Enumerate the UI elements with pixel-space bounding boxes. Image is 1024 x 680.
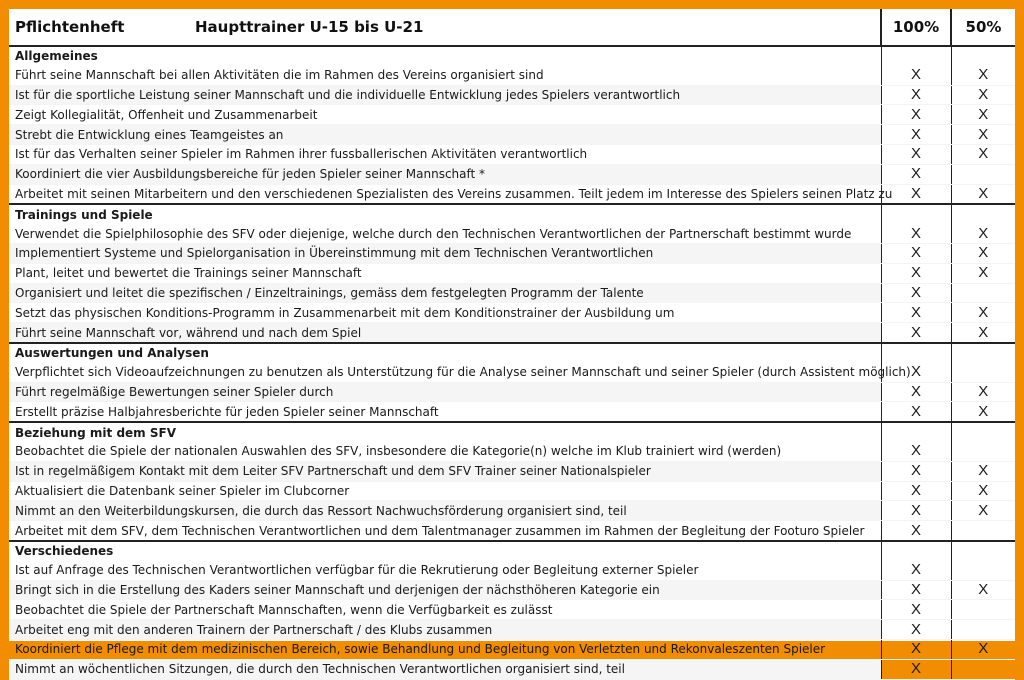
table-row — [9, 283, 1015, 303]
mark-50-percent — [951, 363, 1015, 382]
table-row — [9, 620, 1015, 640]
table-header-row — [9, 9, 1015, 46]
duty-description: Organisiert und leitet die spezifischen / Einzeltrainings, gemäss dem festgelegten Programm der Talente — [9, 283, 881, 303]
mark-100-percent: X — [881, 224, 951, 243]
mark-50-percent — [951, 521, 1015, 541]
duty-description: Aktualisiert die Datenbank seiner Spieler im Clubcorner — [9, 481, 881, 501]
mark-100-percent: X — [881, 303, 951, 323]
table-row — [9, 600, 1015, 620]
mark-100-percent: X — [881, 263, 951, 283]
table-body — [9, 46, 1015, 679]
mark-100-percent: X — [881, 442, 951, 461]
table-row — [9, 125, 1015, 145]
mark-100-percent: X — [881, 639, 951, 659]
table-row — [9, 402, 1015, 422]
mark-50-percent: X — [951, 303, 1015, 323]
section-mark-cell-100 — [881, 541, 951, 561]
mark-50-percent: X — [951, 402, 1015, 422]
duty-description: Arbeitet mit seinen Mitarbeitern und den verschiedenen Spezialisten des Vereins zusammen. Teilt jedem im Interesse des Spielers seinen Platz zu — [9, 184, 881, 204]
duty-description: Ist für die sportliche Leistung seiner Mannschaft und die individuelle Entwicklung jedes Spielers verantwortlich — [9, 85, 881, 105]
duty-description: Ist für das Verhalten seiner Spieler im Rahmen ihrer fussballerischen Aktivitäten verantwortlich — [9, 144, 881, 164]
duty-description: Nimmt an wöchentlichen Sitzungen, die durch den Technischen Verantwortlichen organisiert sind, teil — [9, 659, 881, 679]
table-row — [9, 243, 1015, 263]
mark-50-percent: X — [951, 382, 1015, 402]
duties-table — [9, 9, 1015, 680]
mark-50-percent: X — [951, 144, 1015, 164]
table-row — [9, 224, 1015, 243]
mark-100-percent: X — [881, 481, 951, 501]
duty-description: Koordiniert die vier Ausbildungsbereiche für jeden Spieler seiner Mannschaft * — [9, 164, 881, 184]
section-header-row — [9, 343, 1015, 363]
mark-50-percent — [951, 600, 1015, 620]
table-row — [9, 85, 1015, 105]
mark-100-percent: X — [881, 85, 951, 105]
header-title-cell — [9, 9, 881, 46]
section-mark-cell-100 — [881, 204, 951, 224]
duty-description: Führt regelmäßige Bewertungen seiner Spieler durch — [9, 382, 881, 402]
section-mark-cell-50 — [951, 422, 1015, 442]
mark-50-percent: X — [951, 639, 1015, 659]
mark-50-percent: X — [951, 243, 1015, 263]
mark-100-percent: X — [881, 382, 951, 402]
section-header-row — [9, 46, 1015, 66]
duty-description: Arbeitet eng mit den anderen Trainern der Partnerschaft / des Klubs zusammen — [9, 620, 881, 640]
section-mark-cell-50 — [951, 541, 1015, 561]
mark-50-percent: X — [951, 125, 1015, 145]
section-header-row — [9, 541, 1015, 561]
mark-50-percent: X — [951, 105, 1015, 125]
mark-100-percent: X — [881, 561, 951, 580]
section-title: Allgemeines — [15, 49, 98, 64]
document-page — [9, 9, 1015, 678]
mark-50-percent — [951, 442, 1015, 461]
mark-50-percent: X — [951, 263, 1015, 283]
table-row — [9, 164, 1015, 184]
table-row — [9, 66, 1015, 85]
duty-description: Plant, leitet und bewertet die Trainings seiner Mannschaft — [9, 263, 881, 283]
mark-100-percent: X — [881, 580, 951, 600]
table-row — [9, 363, 1015, 382]
duty-description: Ist auf Anfrage des Technischen Verantwortlichen verfügbar für die Rekrutierung oder Begleitung externer Spieler — [9, 561, 881, 580]
document-title: Pflichtenheft — [15, 18, 125, 36]
section-mark-cell-100 — [881, 343, 951, 363]
duty-description: Arbeitet mit dem SFV, dem Technischen Verantwortlichen und dem Talentmanager zusammen im Rahmen der Begleitung der Footuro Spieler — [9, 521, 881, 541]
mark-50-percent: X — [951, 85, 1015, 105]
mark-100-percent: X — [881, 363, 951, 382]
mark-100-percent: X — [881, 461, 951, 481]
table-row — [9, 521, 1015, 541]
table-row — [9, 105, 1015, 125]
mark-50-percent: X — [951, 580, 1015, 600]
table-row — [9, 639, 1015, 659]
section-header-row — [9, 204, 1015, 224]
mark-100-percent: X — [881, 184, 951, 204]
table-row — [9, 561, 1015, 580]
column-header-50: 50% — [951, 9, 1015, 46]
mark-100-percent: X — [881, 66, 951, 85]
duty-description: Führt seine Mannschaft vor, während und nach dem Spiel — [9, 323, 881, 343]
duty-description: Beobachtet die Spiele der nationalen Auswahlen des SFV, insbesondere die Kategorie(n) welche im Klub trainiert wird (werden) — [9, 442, 881, 461]
mark-50-percent: X — [951, 323, 1015, 343]
table-row — [9, 184, 1015, 204]
duty-description: Beobachtet die Spiele der Partnerschaft Mannschaften, wenn die Verfügbarkeit es zulässt — [9, 600, 881, 620]
mark-50-percent: X — [951, 461, 1015, 481]
mark-50-percent: X — [951, 66, 1015, 85]
duty-description: Ist in regelmäßigem Kontakt mit dem Leiter SFV Partnerschaft und dem SFV Trainer seiner Nationalspieler — [9, 461, 881, 481]
mark-50-percent — [951, 620, 1015, 640]
table-row — [9, 263, 1015, 283]
mark-50-percent — [951, 164, 1015, 184]
section-mark-cell-100 — [881, 422, 951, 442]
duty-description: Zeigt Kollegialität, Offenheit und Zusammenarbeit — [9, 105, 881, 125]
mark-50-percent — [951, 283, 1015, 303]
section-title: Auswertungen und Analysen — [9, 343, 881, 363]
table-row — [9, 382, 1015, 402]
duty-description: Führt seine Mannschaft bei allen Aktivitäten die im Rahmen des Vereins organisiert sind — [9, 66, 881, 85]
mark-100-percent: X — [881, 600, 951, 620]
mark-100-percent: X — [881, 144, 951, 164]
column-header-100: 100% — [881, 9, 951, 46]
duty-description: Verwendet die Spielphilosophie des SFV oder diejenige, welche durch den Technischen Verantwortlichen der Partnerschaft bestimmt wurde — [9, 224, 881, 243]
mark-100-percent: X — [881, 521, 951, 541]
duty-description: Implementiert Systeme und Spielorganisation in Übereinstimmung mit dem Technischen Verantwortlichen — [9, 243, 881, 263]
duty-description: Erstellt präzise Halbjahresberichte für jeden Spieler seiner Mannschaft — [9, 402, 881, 422]
mark-50-percent: X — [951, 481, 1015, 501]
section-header-row — [9, 422, 1015, 442]
mark-100-percent: X — [881, 243, 951, 263]
mark-50-percent — [951, 561, 1015, 580]
mark-100-percent: X — [881, 105, 951, 125]
table-row — [9, 461, 1015, 481]
table-row — [9, 659, 1015, 679]
duty-description: Koordiniert die Pflege mit dem medizinischen Bereich, sowie Behandlung und Begleitung von Verletzten und Rekonvaleszenten Spieler — [9, 639, 881, 659]
mark-50-percent: X — [951, 501, 1015, 521]
mark-100-percent: X — [881, 620, 951, 640]
duty-description: Verpflichtet sich Videoaufzeichnungen zu benutzen als Unterstützung für die Analyse seiner Mannschaft und seiner Spieler (durch Assistent möglich) — [9, 363, 881, 382]
section-mark-cell-50 — [951, 343, 1015, 363]
section-mark-cell-50 — [951, 46, 1015, 66]
table-row — [9, 442, 1015, 461]
table-row — [9, 501, 1015, 521]
mark-100-percent: X — [881, 125, 951, 145]
duty-description: Bringt sich in die Erstellung des Kaders seiner Mannschaft und derjenigen der nächsthöheren Kategorie ein — [9, 580, 881, 600]
mark-50-percent: X — [951, 184, 1015, 204]
duty-description: Setzt das physischen Konditions-Programm in Zusammenarbeit mit dem Konditionstrainer der Ausbildung um — [9, 303, 881, 323]
mark-100-percent: X — [881, 501, 951, 521]
section-title: Trainings und Spiele — [9, 204, 881, 224]
mark-100-percent: X — [881, 283, 951, 303]
mark-100-percent: X — [881, 659, 951, 679]
table-row — [9, 481, 1015, 501]
section-title: Verschiedenes — [9, 541, 881, 561]
duty-description: Nimmt an den Weiterbildungskursen, die durch das Ressort Nachwuchsförderung organisiert sind, teil — [9, 501, 881, 521]
mark-100-percent: X — [881, 164, 951, 184]
table-row — [9, 144, 1015, 164]
mark-50-percent: X — [951, 224, 1015, 243]
table-row — [9, 580, 1015, 600]
table-row — [9, 303, 1015, 323]
table-row — [9, 323, 1015, 343]
duty-description: Strebt die Entwicklung eines Teamgeistes an — [9, 125, 881, 145]
mark-50-percent — [951, 659, 1015, 679]
section-mark-cell-50 — [951, 204, 1015, 224]
section-mark-cell-100 — [881, 46, 951, 66]
document-subtitle: Haupttrainer U-15 bis U-21 — [195, 18, 424, 36]
mark-100-percent: X — [881, 402, 951, 422]
mark-100-percent: X — [881, 323, 951, 343]
section-title: Beziehung mit dem SFV — [9, 422, 881, 442]
